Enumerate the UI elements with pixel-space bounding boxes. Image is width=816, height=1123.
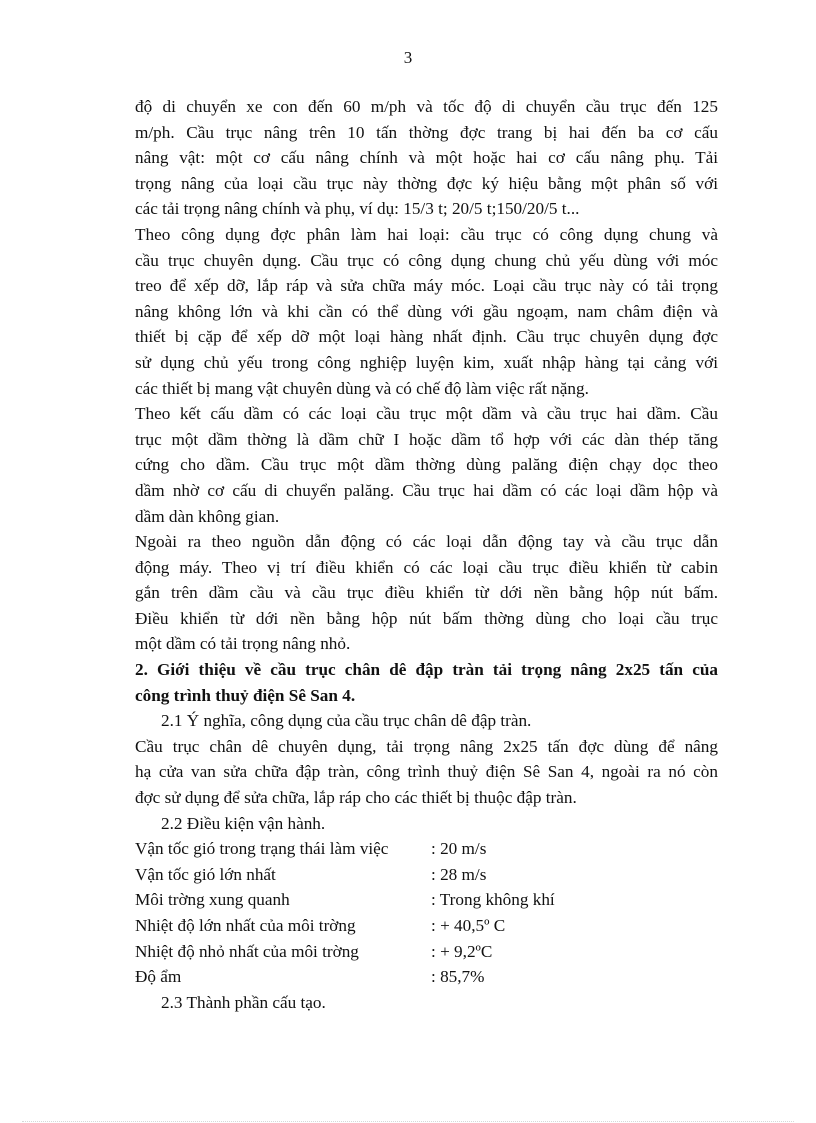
text-line: độ di chuyển xe con đến 60 m/ph và tốc độ di chuyển cầu trục đến 125 bbox=[135, 97, 718, 116]
paragraph-3 bbox=[135, 401, 718, 529]
text-line: Điều khiển từ dới nền bằng hộp nút bấm thờng dùng cho loại cầu trục bbox=[135, 608, 718, 628]
text-line: Theo công dụng đợc phân làm hai loại: cầu trục có công dụng chung và bbox=[135, 224, 718, 244]
text-line: một dầm có tải trọng nâng nhỏ. bbox=[135, 634, 351, 654]
condition-row bbox=[135, 887, 718, 913]
heading-line: 2. Giới thiệu về cầu trục chân dê đập tràn tải trọng nâng 2x25 tấn của bbox=[135, 660, 718, 680]
text-line: dầm dàn không gian. bbox=[135, 506, 280, 526]
text-line: cầu trục chuyên dụng. Cầu trục có công dụng chung chủ yếu dùng với móc bbox=[135, 250, 718, 270]
condition-label: Độ ẩm bbox=[135, 967, 182, 987]
text-line: gắn trên dầm cầu và cầu trục điều khiển từ dới nền bằng hộp nút bấm. bbox=[135, 583, 718, 603]
page-bottom-divider bbox=[22, 1121, 794, 1122]
subsection-2-2-title: 2.2 Điều kiện vận hành. bbox=[161, 813, 326, 833]
section-2-heading bbox=[135, 657, 718, 708]
condition-value: : + 40,5º C bbox=[431, 916, 506, 935]
condition-value: : Trong không khí bbox=[431, 890, 555, 910]
condition-label: Vận tốc gió lớn nhất bbox=[135, 864, 276, 884]
condition-row bbox=[135, 862, 718, 888]
condition-value: : + 9,2ºC bbox=[431, 941, 493, 961]
paragraph-1 bbox=[135, 94, 718, 222]
text-line: đợc sử dụng để sửa chữa, lắp ráp cho các thiết bị thuộc đập tràn. bbox=[135, 788, 577, 808]
condition-label: Môi trờng xung quanh bbox=[135, 890, 290, 910]
text-line: treo để xếp dỡ, lắp ráp và sửa chữa máy móc. Loại cầu trục này có tải trọng bbox=[135, 276, 718, 296]
condition-row bbox=[135, 964, 718, 990]
text-line: các thiết bị mang vật chuyên dùng và có chế độ làm việc rất nặng. bbox=[135, 378, 589, 398]
condition-value: : 28 m/s bbox=[431, 864, 487, 884]
condition-row bbox=[135, 913, 718, 939]
text-line: các tải trọng nâng chính và phụ, ví dụ: 15/3 t; 20/5 t;150/20/5 t... bbox=[135, 199, 580, 219]
subsection-2-1-body bbox=[135, 734, 718, 811]
text-line: Ngoài ra theo nguồn dẫn động có các loại dẫn động tay và cầu trục dẫn bbox=[135, 532, 718, 552]
text-line: thiết bị cặp để xếp dỡ một loại hàng nhất định. Cầu trục chuyên dụng đợc bbox=[135, 327, 718, 347]
condition-row bbox=[135, 939, 718, 965]
condition-value: : 20 m/s bbox=[431, 839, 487, 859]
text-line: dầm nhờ cơ cấu di chuyển palăng. Cầu trục hai dầm có các loại dầm hộp và bbox=[135, 480, 718, 500]
page-number: 3 bbox=[403, 48, 413, 67]
condition-label: Nhiệt độ nhỏ nhất của môi trờng bbox=[135, 941, 359, 961]
paragraph-2 bbox=[135, 222, 718, 401]
condition-label: Vận tốc gió trong trạng thái làm việc bbox=[135, 839, 389, 859]
condition-value: : 85,7% bbox=[431, 967, 485, 987]
condition-row bbox=[135, 836, 718, 862]
paragraph-4 bbox=[135, 529, 718, 657]
document-body bbox=[135, 94, 718, 1015]
subsection-2-3-title: 2.3 Thành phần cấu tạo. bbox=[161, 992, 326, 1012]
heading-line: công trình thuỷ điện Sê San 4. bbox=[135, 685, 356, 705]
conditions-table bbox=[135, 836, 718, 990]
subsection-2-1-title: 2.1 Ý nghĩa, công dụng của cầu trục chân dê đập tràn. bbox=[161, 711, 532, 731]
text-line: sử dụng chủ yếu trong công nghiệp luyện kim, xuất nhập hàng tại cảng với bbox=[135, 352, 718, 372]
text-line: Cầu trục chân dê chuyên dụng, tải trọng nâng 2x25 tấn đợc dùng để nâng bbox=[135, 736, 718, 756]
condition-label: Nhiệt độ lớn nhất của môi trờng bbox=[135, 916, 356, 935]
text-line: trục một dầm thờng là dầm chữ I hoặc dầm tổ hợp với các dàn thép tăng bbox=[135, 429, 718, 449]
text-line: nâng không lớn và khi cần có thể dùng với gầu ngoạm, nam châm điện và bbox=[135, 301, 718, 321]
text-line: hạ cửa van sửa chữa đập tràn, công trình thuỷ điện Sê San 4, ngoài ra nó còn bbox=[135, 762, 718, 782]
text-line: m/ph. Cầu trục nâng trên 10 tấn thờng đợc trang bị hai đến ba cơ cấu bbox=[135, 122, 718, 142]
text-line: trọng nâng của loại cầu trục này thờng đợc ký hiệu bằng một phân số với bbox=[135, 173, 718, 193]
text-line: Theo kết cấu dầm có các loại cầu trục một dầm và cầu trục hai dầm. Cầu bbox=[135, 404, 718, 424]
text-line: nâng vật: một cơ cấu nâng chính và một hoặc hai cơ cấu nâng phụ. Tải bbox=[135, 148, 718, 168]
text-line: động máy. Theo vị trí điều khiển có các loại cầu trục điều khiển từ cabin bbox=[135, 557, 718, 577]
text-line: cứng cho dầm. Cầu trục một dầm thờng dùng palăng điện chạy dọc theo bbox=[135, 455, 718, 475]
